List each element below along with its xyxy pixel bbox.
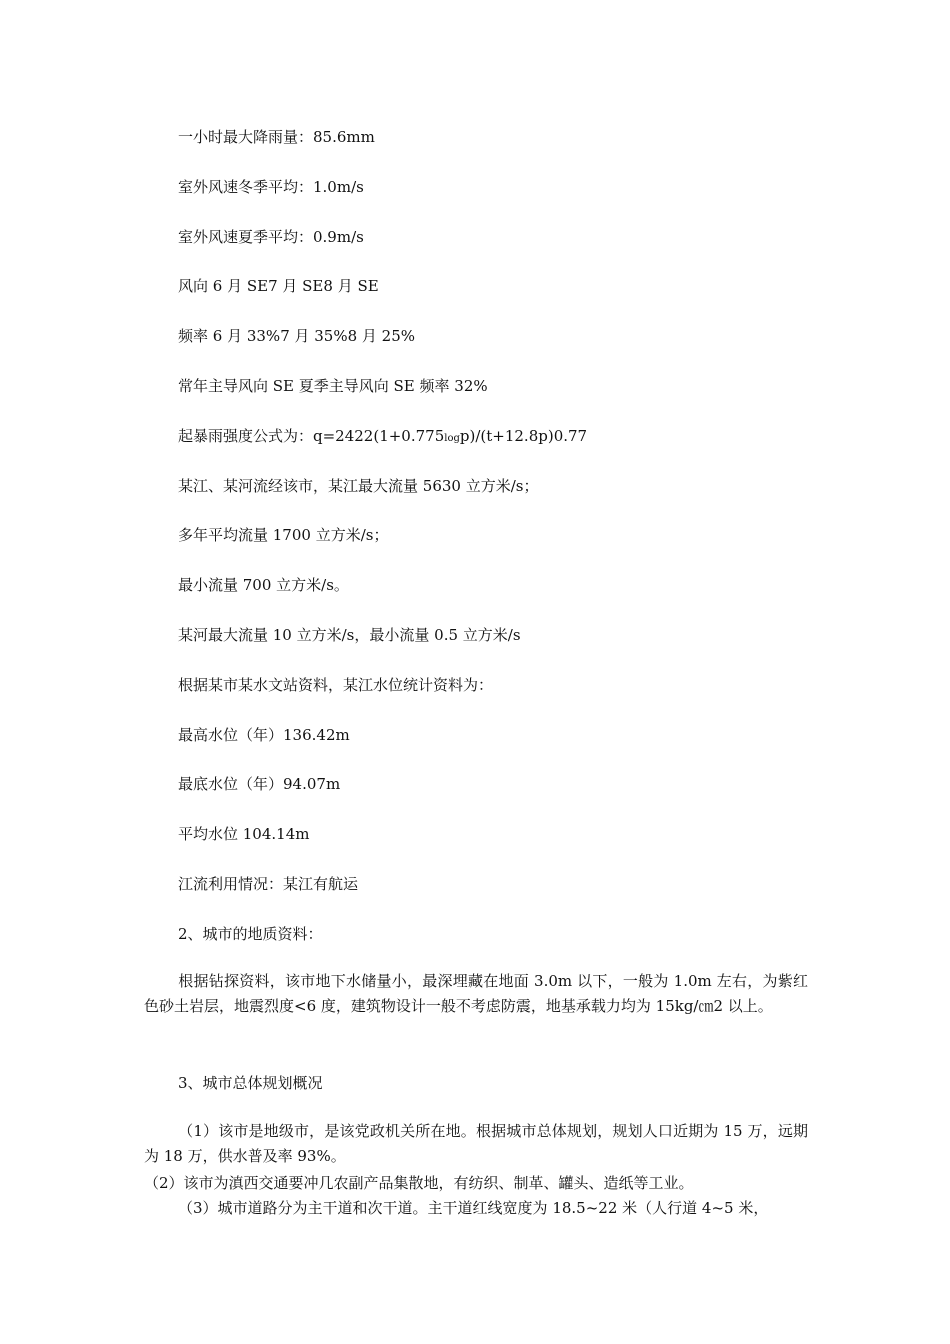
- paragraph-geology: [144, 969, 808, 1019]
- text-line-storm-formula: [178, 426, 587, 449]
- plan-item-3: （3）城市道路分为主干道和次干道。主干道红线宽度为 18.5~22 米（人行道 4~5 米，: [178, 1199, 769, 1217]
- text-line-frequency: 频率 6 月 33%7 月 35%8 月 25%: [178, 327, 416, 345]
- section-heading-city-plan: 3、城市总体规划概况: [178, 1074, 323, 1092]
- text-line-prevailing-wind: 常年主导风向 SE 夏季主导风向 SE 频率 32%: [178, 377, 488, 395]
- text-line-min-water-level: 最底水位（年）94.07m: [178, 775, 341, 793]
- plan-item-1: [144, 1119, 808, 1169]
- plan-item-2: （2）该市为滇西交通要冲几农副产品集散地，有纺织、制革、罐头、造纸等工业。: [144, 1174, 694, 1192]
- formula-prefix: 起暴雨强度公式为：q=2422(1+0.775: [178, 427, 445, 445]
- text-line-hydrology-intro: 根据某市某水文站资料，某江水位统计资料为：: [178, 676, 494, 694]
- text-line-wind-summer: 室外风速夏季平均：0.9m/s: [178, 228, 364, 246]
- paragraph-geology-text: 根据钻探资料，该市地下水储量小，最深埋藏在地面 3.0m 以下，一般为 1.0m 左右，为紫红色砂土岩层，地震烈度<6 度，建筑物设计一般不考虑防震，地基承载力均为 15kg/㎝2 以上。: [144, 972, 808, 1015]
- formula-suffix: p)/(t+12.8p)0.77: [459, 427, 588, 445]
- text-line-avg-flow: 多年平均流量 1700 立方米/s；: [178, 526, 389, 544]
- text-line-river-max-flow: 某江、某河流经该市，某江最大流量 5630 立方米/s；: [178, 477, 539, 495]
- text-line-avg-water-level: 平均水位 104.14m: [178, 825, 310, 843]
- text-line-max-water-level: 最高水位（年）136.42m: [178, 726, 350, 744]
- section-heading-geology: 2、城市的地质资料：: [178, 925, 323, 943]
- text-line-wind-winter: 室外风速冬季平均：1.0m/s: [178, 178, 364, 196]
- text-line-min-flow: 最小流量 700 立方米/s。: [178, 576, 349, 594]
- text-line-river2-flow: 某河最大流量 10 立方米/s，最小流量 0.5 立方米/s: [178, 626, 521, 644]
- formula-log: log: [444, 433, 460, 444]
- text-line-wind-direction: 风向 6 月 SE7 月 SE8 月 SE: [178, 277, 379, 295]
- plan-item-1-text: （1）该市是地级市，是该党政机关所在地。根据城市总体规划，规划人口近期为 15 万，远期为 18 万，供水普及率 93%。: [144, 1122, 808, 1165]
- text-line-river-usage: 江流利用情况：某江有航运: [178, 875, 359, 893]
- text-line-max-rainfall: 一小时最大降雨量：85.6mm: [178, 128, 375, 146]
